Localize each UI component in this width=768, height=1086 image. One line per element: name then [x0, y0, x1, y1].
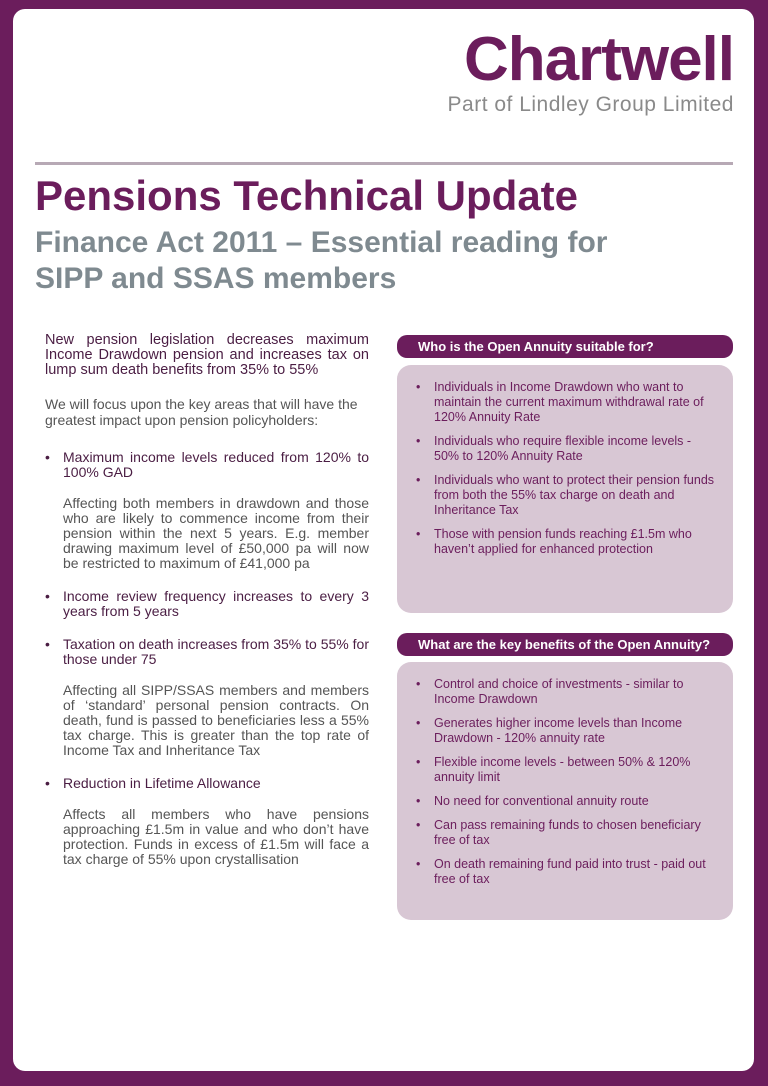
- logo-name: Chartwell: [463, 25, 734, 94]
- focus-paragraph: We will focus upon the key areas that will have the greatest impact upon pension policyholders:: [45, 396, 358, 428]
- page-subtitle: Finance Act 2011 – Essential reading for SIPP and SSAS members: [35, 226, 608, 295]
- list-item-text: On death remaining fund paid into trust - paid out free of tax: [434, 857, 706, 886]
- list-item-text: Individuals who require flexible income levels - 50% to 120% Annuity Rate: [434, 434, 692, 463]
- left-column: [45, 333, 369, 885]
- bullet-icon: •: [416, 434, 421, 448]
- panel-benefits-heading: What are the key benefits of the Open Annuity?: [397, 633, 733, 656]
- key-areas-list: [45, 450, 369, 867]
- bullet-heading: Maximum income levels reduced from 120% to 100% GAD: [63, 449, 369, 480]
- intro-paragraph: New pension legislation decreases maximum Income Drawdown pension and increases tax on lump sum death benefits from 35% to 55%: [45, 332, 369, 378]
- bullet-body: Affecting both members in drawdown and those who are likely to commence income from their pension within the next 5 years. E.g. member drawing maximum level of £50,000 pa will now be restricted to maximum of £41,000 pa: [63, 495, 369, 571]
- bullet-heading: Income review frequency increases to every 3 years from 5 years: [63, 588, 369, 619]
- bullet-body: Affects all members who have pensions approaching £1.5m in value and who don’t have protection. Funds in excess of £1.5m will face a tax charge of 55% upon crystallisation: [63, 806, 369, 867]
- panel-benefits: [397, 662, 733, 920]
- benefits-list: [413, 677, 715, 887]
- bullet-icon: •: [416, 473, 421, 487]
- bullet-icon: •: [416, 818, 421, 832]
- list-item-text: Generates higher income levels than Income Drawdown - 120% annuity rate: [434, 716, 683, 745]
- list-item: [413, 794, 715, 809]
- list-item-text: Flexible income levels - between 50% & 120% annuity limit: [434, 755, 691, 784]
- list-item: [413, 527, 715, 557]
- list-item: [413, 755, 715, 785]
- list-item-text: Individuals who want to protect their pension funds from both the 55% tax charge on death and Inheritance Tax: [434, 473, 715, 517]
- bullet-icon: •: [416, 794, 421, 808]
- page-title: Pensions Technical Update: [35, 172, 579, 219]
- list-item: [45, 589, 369, 619]
- list-item: [413, 818, 715, 848]
- logo-subtitle: Part of Lindley Group Limited: [447, 93, 734, 116]
- suitable-list: [413, 380, 715, 557]
- header-divider: [35, 162, 733, 165]
- list-item: [45, 776, 369, 867]
- bullet-icon: •: [45, 449, 50, 465]
- bullet-icon: •: [416, 857, 421, 871]
- list-item: [413, 677, 715, 707]
- list-item: [413, 380, 715, 425]
- bullet-icon: •: [45, 775, 50, 791]
- bullet-heading: Taxation on death increases from 35% to 55% for those under 75: [63, 636, 369, 667]
- bullet-icon: •: [45, 636, 50, 652]
- list-item-text: Can pass remaining funds to chosen beneficiary free of tax: [434, 818, 701, 847]
- bullet-heading: Reduction in Lifetime Allowance: [63, 775, 261, 791]
- panel-suitable-heading: Who is the Open Annuity suitable for?: [397, 335, 733, 358]
- bullet-icon: •: [416, 527, 421, 541]
- bullet-icon: •: [45, 588, 50, 604]
- bullet-icon: •: [416, 716, 421, 730]
- list-item: [413, 473, 715, 518]
- bullet-icon: •: [416, 380, 421, 394]
- chartwell-logo: [447, 25, 734, 117]
- bullet-icon: •: [416, 755, 421, 769]
- list-item-text: No need for conventional annuity route: [434, 794, 649, 808]
- panel-suitable: [397, 365, 733, 613]
- list-item: [413, 857, 715, 887]
- list-item: [45, 637, 369, 758]
- list-item: [45, 450, 369, 571]
- document-page: [13, 9, 754, 1071]
- list-item: [413, 716, 715, 746]
- list-item: [413, 434, 715, 464]
- list-item-text: Those with pension funds reaching £1.5m who haven’t applied for enhanced protection: [434, 527, 692, 556]
- list-item-text: Control and choice of investments - similar to Income Drawdown: [434, 677, 684, 706]
- list-item-text: Individuals in Income Drawdown who want to maintain the current maximum withdrawal rate of 120% Annuity Rate: [434, 380, 704, 424]
- bullet-body: Affecting all SIPP/SSAS members and members of ‘standard’ personal pension contracts. On death, fund is passed to beneficiaries less a 55% tax charge. This is greater than the top rate of Income Tax and Inheritance Tax: [63, 682, 369, 758]
- bullet-icon: •: [416, 677, 421, 691]
